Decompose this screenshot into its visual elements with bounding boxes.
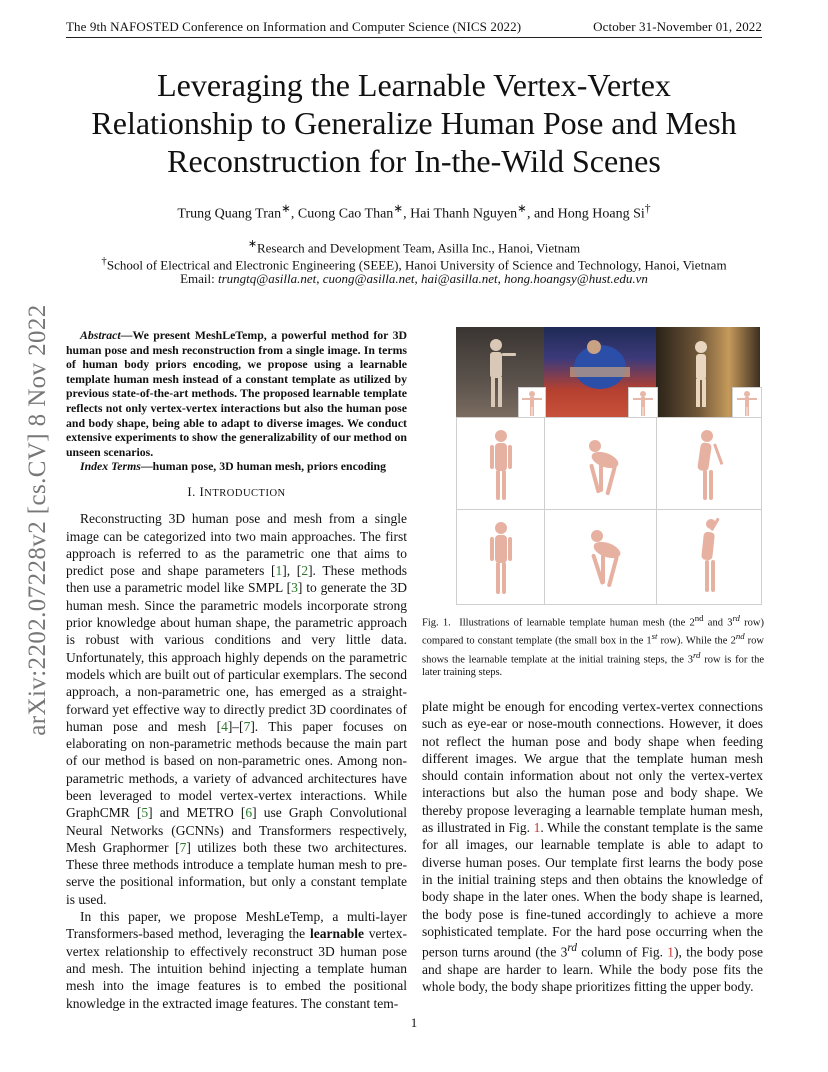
figure-1 — [456, 327, 760, 603]
constant-template-box-1 — [518, 387, 546, 419]
template-mesh-icon — [519, 388, 545, 418]
mesh-crouching-icon — [545, 418, 657, 510]
mesh-crouching-icon — [545, 510, 657, 604]
page-number: 1 — [410, 1015, 418, 1030]
index-terms-text: —human pose, 3D human mesh, priors encoding — [140, 459, 387, 474]
abstract-text: —We present MeshLeTemp, a powerful method for 3D human pose and mesh reconstruction from a single image. In terms of human body priors encoding, we propose using a learnable template human mesh instead of a constant template as utilized by previous state-of-the-art methods. The proposed learnable template reflects not only vertex-vertex interactions but also the human pose and body shape, being able to adapt to diverse images. We conduct extensive experiments to show the generalizability of our method on unseen scenarios. — [66, 328, 407, 459]
intro-paragraph-2: In this paper, we propose MeshLeTemp, a multi-layer Transformers-based method, leveraging the learnable vertex-vertex relationship to effectively reconstruct 3D human pose and mesh. The intuition behind injecting a template human mesh into the image features is to embed the positional knowledge in the extracted image features. The constant tem- — [66, 909, 407, 1011]
learnable-template-later-2 — [544, 509, 658, 605]
title-line: Reconstruction for In-the-Wild Scenes — [167, 143, 661, 179]
conference-header: The 9th NAFOSTED Conference on Information and Computer Science (NICS 2022) — [66, 19, 522, 34]
header-rule — [66, 37, 762, 38]
left-column — [66, 328, 407, 1012]
learnable-template-later-1 — [456, 509, 546, 605]
mesh-standing-icon — [457, 418, 545, 510]
index-terms — [66, 459, 407, 474]
paper-title — [60, 66, 768, 180]
abstract — [66, 328, 407, 459]
constant-template-box-2 — [628, 387, 658, 419]
affiliation-hust: †School of Electrical and Electronic Engineering (SEEE), Hanoi University of Science and Technology, Hanoi, Vietnam — [101, 255, 727, 273]
author-emails: Email: trungtq@asilla.net, cuong@asilla.net, hai@asilla.net, hong.hoangsy@hust.edu.vn — [180, 271, 648, 286]
template-mesh-icon — [629, 388, 657, 418]
abstract-label: Abstract — [80, 328, 121, 342]
title-line: Relationship to Generalize Human Pose and Mesh — [91, 105, 737, 141]
title-line: Leveraging the Learnable Vertex-Vertex — [157, 67, 671, 103]
author-list: Trung Quang Tran∗, Cuong Cao Than∗, Hai Thanh Nguyen∗, and Hong Hoang Si† — [177, 202, 651, 222]
arxiv-id: arXiv:2202.07228v2 [cs.CV] 8 Nov 2022 — [24, 304, 51, 736]
learnable-template-initial-1 — [456, 417, 546, 511]
template-mesh-icon — [733, 388, 761, 418]
intro-paragraph-continued: plate might be enough for encoding vertex-vertex connections such as eye-ear or nose-mouth connections. However, it does not reflect the human pose and body shape when feeding different images. We argue that the template human mesh should contain information about not only the vertex-vertex interactions but also the human pose and body shape. We thereby propose leveraging a learnable template human mesh, as illustrated in Fig. 1. While the constant template is the same for all images, our learnable template is able to adapt to diverse human poses. Our template first learns the body pose in the initial training steps and then obtains the knowledge of body shape in the later ones. When the body shape is learned, the body pose is fine-tuned accordingly to achieve a more sophisticated template. For the hard pose occurring when the person turns around (the 3rd column of Fig. 1), the body pose and shape are harder to learn. While the body pose fits the whole body, the body shape prioritizes fitting the upper body. — [422, 699, 764, 995]
intro-paragraph-1: Reconstructing 3D human pose and mesh from a single image can be categorized into two main approaches. The first approach is referred to as the parametric one that aims to predict pose and shape parameters [1], [2]. These methods then use a parametric model like SMPL [3] to generate the 3D human mesh. Since the parametric models incorporate strong prior knowledge about human shape, the parametric approach is robust with various conditions and very little data. Unfortunately, this approach highly depends on the parametric models which are built out of particular exemplars. The second approach, a non-parametric one, has emerged as a straight-forward yet effective way to directly predict 3D coordinates of human pose and mesh [4]–[7]. This paper focuses on elaborating on non-parametric methods because the main part of our method is based on non-parametric ones. Among non-parametric methods, a variety of advanced architectures have been leveraged to model vertex-vertex interactions. While GraphCMR [5] and METRO [6] use Graph Convolutional Neural Networks (GCNNs) and Transformers respectively, Mesh Graphormer [7] utilizes both these two architectures. These three methods introduce a template human mesh to pre-serve the positional information, but only a constant template is used. — [66, 511, 408, 907]
right-column — [422, 698, 763, 996]
mesh-standing-icon — [457, 510, 545, 604]
conference-dates: October 31-November 01, 2022 — [593, 19, 762, 34]
learnable-template-initial-3 — [656, 417, 762, 511]
affiliation-asilla: ∗Research and Development Team, Asilla Inc., Hanoi, Vietnam — [247, 238, 581, 256]
index-terms-label: Index Terms — [80, 459, 141, 474]
learnable-template-later-3 — [656, 509, 762, 605]
learnable-template-initial-2 — [544, 417, 658, 511]
figure-caption: Fig. 1. Illustrations of learnable template human mesh (the 2nd and 3rd row) compared to constant template (the small box in the 1st row). While the 2nd row shows the learnable template at the initial training steps, the 3rd row is for the later training steps. — [422, 613, 764, 678]
constant-template-box-3 — [732, 387, 762, 419]
section-heading: I. INTRODUCTION — [187, 484, 286, 499]
mesh-turning-icon — [657, 510, 761, 604]
mesh-turning-icon — [657, 418, 761, 510]
arxiv-stamp — [20, 290, 56, 750]
